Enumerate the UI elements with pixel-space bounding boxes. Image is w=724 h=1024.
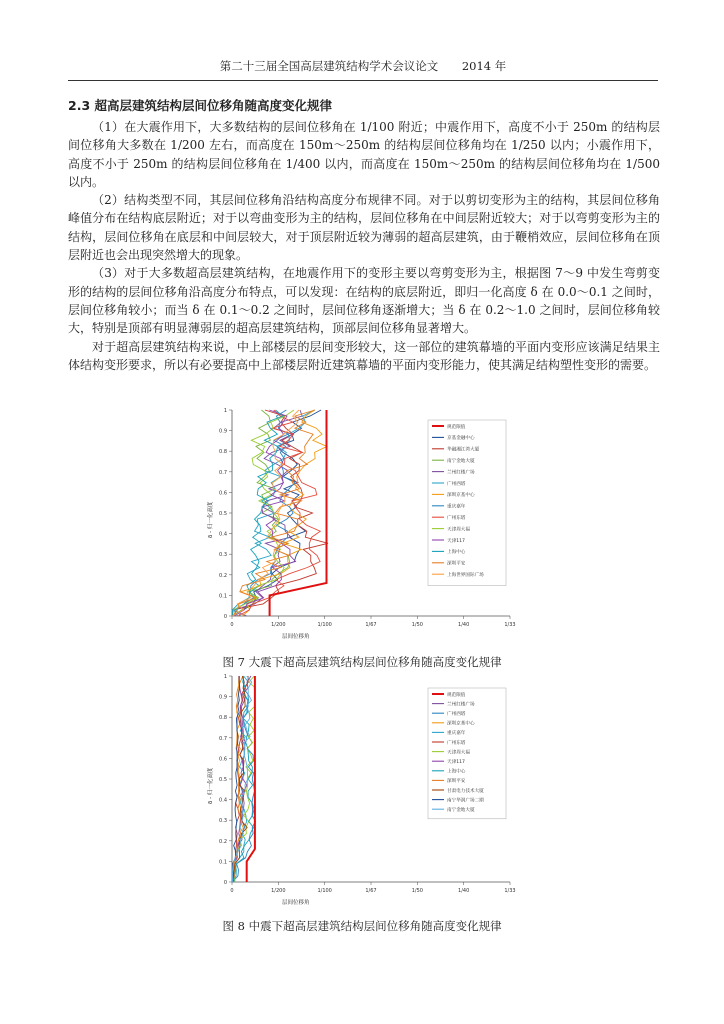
x-tick-label: 1/40 [458, 622, 470, 628]
paragraph-2: （2）结构类型不同，其层间位移角沿结构高度分布规律不同。对于以剪切变形为主的结构，其层间位移角峰值分布在结构底层附近；对于以弯曲变形为主的结构，层间位移角在中间层附近较大；对于以弯剪变形为主的结构，层间位移角在底层和中间层较大，对于顶层附近较为薄弱的超高层建筑，由于鞭梢效应，层间位移角在顶层附近也会出现突然增大的现象。 [68, 193, 660, 263]
header-year: 2014 年 [461, 59, 507, 73]
legend-label: 天津周大福 [447, 527, 470, 533]
x-tick-label: 0 [230, 888, 234, 894]
figure-7-caption: 图 7 大震下超高层建筑结构层间位移角随高度变化规律 [222, 655, 502, 669]
legend-label: 上海中心 [447, 550, 466, 556]
legend-label: 广州东塔 [447, 740, 466, 746]
legend-label: 深圳京基中心 [447, 721, 475, 727]
y-tick-label: 0.5 [219, 777, 227, 783]
legend-label: 广州东塔 [447, 516, 466, 521]
x-tick-label: 1/100 [317, 622, 332, 628]
legend-label: 重庆嘉年 [447, 731, 466, 737]
x-tick-label: 1/100 [317, 888, 332, 894]
y-tick-label: 0.1 [219, 593, 227, 600]
figure-8-chart [200, 670, 530, 906]
legend-label: 上海世界国际广场 [447, 573, 484, 578]
x-axis-label: 层间位移角 [282, 634, 310, 640]
legend-label: 甘肃电力技术大厦 [447, 788, 484, 794]
paragraph-1: （1）在大震作用下，大多数结构的层间位移角在 1/100 附近；中震作用下，高度不小于 250m 的结构层间位移角大多数在 1/200 左右，而高度在 150m～250m 的结构层间位移角均在 1/250 以内；小震作用下，高度不小于 250m 的结构层间位移角在 1/400 以内，而高度在 150m～250m 的结构层间位移角均在 1/500 以内。 [68, 120, 660, 189]
x-tick-label: 1/200 [271, 622, 286, 628]
y-tick-label: 1 [223, 674, 227, 680]
y-tick-label: 0.6 [219, 756, 227, 763]
x-tick-label: 1/67 [365, 888, 377, 894]
body-text [68, 118, 660, 374]
y-tick-label: 0.8 [219, 449, 227, 456]
legend-label: 兰州红楼广场 [447, 470, 475, 476]
section-title: 2.3 超高层建筑结构层间位移角随高度变化规律 [68, 98, 332, 113]
legend-label: 天津117 [447, 760, 465, 765]
legend-label: 天津周大福 [447, 750, 470, 756]
x-tick-label: 1/200 [271, 888, 286, 894]
legend-label: 深圳平安 [447, 779, 466, 785]
legend-label: 京基金融中心 [447, 436, 475, 442]
legend-label: 南宁金地大厦 [447, 808, 475, 813]
legend-label: 上海中心 [447, 769, 466, 775]
legend-label: 广州西塔 [447, 481, 466, 487]
legend-label: 规范限值 [447, 692, 466, 698]
y-tick-label: 0.7 [219, 735, 227, 742]
y-tick-label: 0.8 [219, 715, 227, 722]
y-tick-label: 0 [223, 880, 227, 886]
figure-7-chart [200, 404, 530, 644]
y-axis-label: δ - 归一化高度 [208, 501, 214, 538]
legend-label: 深圳平安 [447, 561, 466, 567]
paragraph-4: 对于超高层建筑结构来说，中上部楼层的层间变形较大，这一部位的建筑幕墙的平面内变形应该满足结果主体结构变形要求，所以有必要提高中上部楼层附近建筑幕墙的平面内变形能力，使其满足结构塑性变形的需要。 [68, 339, 660, 372]
legend-label: 广州西塔 [447, 712, 466, 717]
x-tick-label: 1/33 [504, 888, 516, 894]
y-tick-label: 0.4 [219, 797, 227, 804]
legend-label: 兰州红楼广场 [447, 702, 475, 708]
page-header [68, 58, 658, 81]
y-tick-label: 0.9 [219, 694, 227, 701]
y-tick-label: 0.4 [219, 531, 227, 538]
legend-label: 规范限值 [447, 424, 466, 430]
legend-label: 深圳京基中心 [447, 493, 475, 499]
legend-label: 重庆嘉年 [447, 504, 466, 510]
y-tick-label: 0.5 [219, 511, 227, 517]
x-tick-label: 1/33 [504, 622, 516, 628]
x-tick-label: 1/50 [411, 622, 423, 628]
legend-box [428, 420, 506, 586]
x-tick-label: 1/40 [458, 888, 470, 894]
y-tick-label: 0 [223, 614, 227, 620]
y-tick-label: 1 [223, 408, 227, 414]
x-axis-label: 层间位移角 [282, 900, 310, 906]
legend-label: 南宁华润广场二期 [447, 798, 484, 804]
x-tick-label: 1/67 [365, 622, 377, 628]
header-title: 第二十三届全国高层建筑结构学术会议论文 [219, 59, 439, 73]
y-tick-label: 0.9 [219, 428, 227, 435]
y-tick-label: 0.2 [219, 838, 227, 845]
x-tick-label: 0 [230, 622, 234, 628]
legend-label: 华融湘江湾大厦 [447, 447, 480, 453]
x-tick-label: 1/50 [411, 888, 423, 894]
y-tick-label: 0.2 [219, 572, 227, 579]
legend-label: 天津117 [447, 538, 465, 544]
y-tick-label: 0.3 [219, 552, 227, 559]
y-tick-label: 0.3 [219, 818, 227, 825]
y-axis-label: δ - 归一化高度 [208, 767, 214, 804]
paragraph-3: （3）对于大多数超高层建筑结构，在地震作用下的变形主要以弯剪变形为主，根据图 7～9 中发生弯剪变形的结构的层间位移角沿高度分布特点，可以发现：在结构的底层附近，即归一化高度 δ 在 0.0～0.1 之间时，层间位移角较小；而当 δ 在 0.1～0.2 之间时，层间位移角逐渐增大；当 δ 在 0.2～1.0 之间时，层间位移角较大，特别是顶部有明显薄弱层的超高层建筑结构，顶部层间位移角显著增大。 [68, 266, 660, 336]
y-tick-label: 0.1 [219, 859, 227, 866]
y-tick-label: 0.7 [219, 469, 227, 476]
legend-label: 南宁金地大厦 [447, 459, 475, 464]
figure-8-caption: 图 8 中震下超高层建筑结构层间位移角随高度变化规律 [222, 919, 502, 933]
y-tick-label: 0.6 [219, 490, 227, 497]
